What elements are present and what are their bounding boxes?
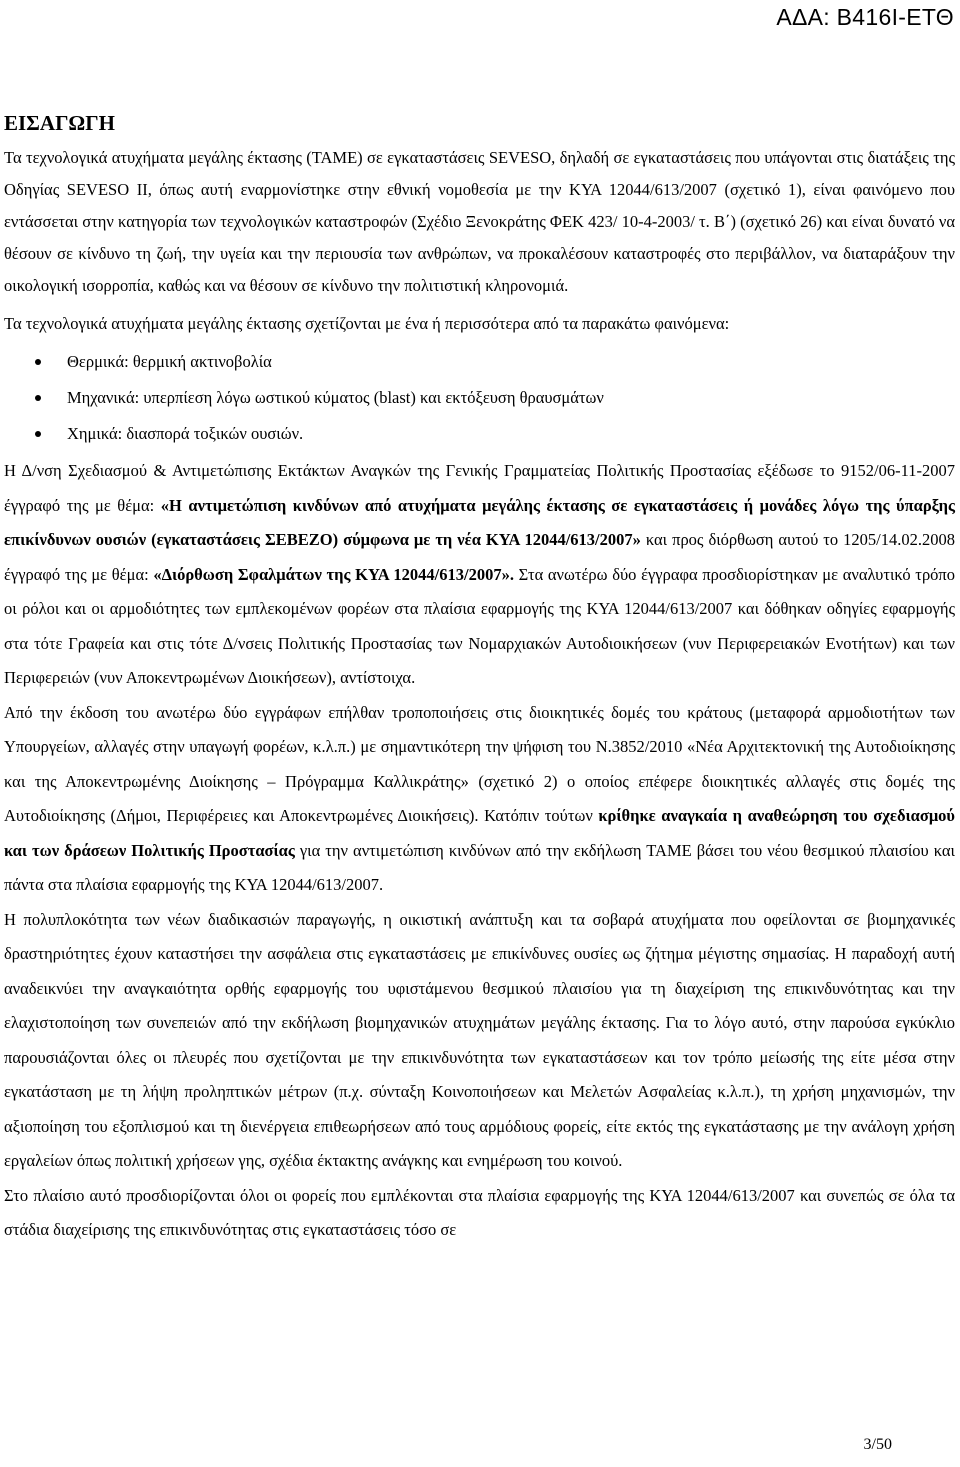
paragraph-kallikratis xyxy=(4,696,955,903)
paragraph-intro: Τα τεχνολογικά ατυχήματα μεγάλης έκτασης (ΤΑΜΕ) σε εγκαταστάσεις SEVESO, δηλαδή σε εγκαταστάσεις που υπάγονται στις διατάξεις της Οδηγίας SEVESO II, όπως αυτή εναρμονίστηκε στην εθνική νομοθεσία με την ΚΥΑ 12044/613/2007 (σχετικό 1), είναι φαινόμενο που εντάσσεται στην κατηγορία των τεχνολογικών καταστροφών (Σχέδιο Ξενοκράτης ΦΕΚ 423/ 10-4-2003/ τ. Β΄) (σχετικό 26) και είναι δυνατό να θέσουν σε κίνδυνο τη ζωή, την υγεία και την περιουσία των ανθρώπων, να προκαλέσουν καταστροφές στο περιβάλλον, να διαταράξουν την οικολογική ισορροπία, καθώς και να θέσουν σε κίνδυνο την πολιτιστική κληρονομιά. xyxy=(4,148,955,295)
bullet-icon xyxy=(35,395,41,401)
bullet-icon xyxy=(35,359,41,365)
p4-text-c: για την αντιμετώπιση κινδύνων από την εκδήλωση ΤΑΜΕ βάσει του νέου θεσμικού πλαισίου και πάντα στα πλαίσια εφαρμογής της ΚΥΑ 12044/613/2007. xyxy=(4,840,955,894)
bullet-icon xyxy=(35,431,41,437)
phenomena-list xyxy=(4,344,955,452)
paragraph-phenomena: Τα τεχνολογικά ατυχήματα μεγάλης έκτασης σχετίζονται με ένα ή περισσότερα από τα παρακάτω φαινόμενα: xyxy=(4,314,730,333)
p3-subject-2: «Διόρθωση Σφαλμάτων της ΚΥΑ 12044/613/2007». xyxy=(153,564,514,584)
list-item xyxy=(4,344,955,380)
document-body xyxy=(4,109,955,1248)
list-item xyxy=(4,380,955,416)
paragraph-stakeholders: Στο πλαίσιο αυτό προσδιορίζονται όλοι οι φορείς που εμπλέκονται στα πλαίσια εφαρμογής της ΚΥΑ 12044/613/2007 και συνεπώς σε όλα τα στάδια διαχείρισης της επικινδυνότητας στις εγκαταστάσεις τόσο σε xyxy=(4,1185,955,1239)
list-item-text: Χημικά: διασπορά τοξικών ουσιών. xyxy=(67,424,304,443)
p3-text-a: Η Δ/νση Σχεδιασμού & Αντιμετώπισης Εκτάκτων Αναγκών της Γενικής Γραμματείας Πολιτικής Προστασίας εξέδωσε το 9152/06-11-2007 έγγραφό της με θέμα: xyxy=(4,461,955,515)
list-item xyxy=(4,416,955,452)
list-item-text: Θερμικά: θερμική ακτινοβολία xyxy=(67,352,272,371)
section-heading: ΕΙΣΑΓΩΓΗ xyxy=(4,111,115,135)
p4-emphasis: κρίθηκε αναγκαία η αναθεώρηση του σχεδιασμού και των δράσεων Πολιτικής Προστασίας xyxy=(4,806,955,860)
paragraph-directorate xyxy=(4,454,955,696)
p3-text-e: Στα ανωτέρω δύο έγγραφα προσδιορίστηκαν με αναλυτικό τρόπο οι ρόλοι και οι αρμοδιότητες των εμπλεκομένων φορέων στα πλαίσια εφαρμογής της ΚΥΑ 12044/613/2007 και δόθηκαν οδηγίες εφαρμογής στα τότε Γραφεία και στις τότε Δ/νσεις Πολιτικής Προστασίας των Νομαρχιακών Αυτοδιοικήσεων (νυν Περιφερειακών Ενοτήτων) και των Περιφερειών (νυν Αποκεντρωμένων Διοικήσεων), αντίστοιχα. xyxy=(4,564,956,687)
page-number: 3/50 xyxy=(863,1436,892,1453)
p3-subject-1: «Η αντιμετώπιση κινδύνων από ατυχήματα μεγάλης έκτασης σε εγκαταστάσεις ή μονάδες λόγω της ύπαρξης επικίνδυνων ουσιών (εγκαταστάσεις ΣΕΒΕΖΟ) σύμφωνα με τη νέα ΚΥΑ 12044/613/2007» xyxy=(4,495,956,549)
paragraph-complexity: Η πολυπλοκότητα των νέων διαδικασιών παραγωγής, η οικιστική ανάπτυξη και τα σοβαρά ατυχήματα που οφείλονται σε βιομηχανικές δραστηριότητες έχουν καταστήσει την ασφάλεια στις εγκαταστάσεις με επικίνδυνες ουσίες ως ζήτημα μέγιστης σημασίας. Η παραδοχή αυτή αναδεικνύει την αναγκαιότητα ορθής εφαρμογής του υφιστάμενου θεσμικού πλαισίου για τη διαχείριση της επικινδυνότητας και την ελαχιστοποίηση των συνεπειών από την εκδήλωση βιομηχανικών ατυχημάτων μεγάλης έκτασης. Για το λόγο αυτό, στην παρούσα εγκύκλιο παρουσιάζονται όλες οι πλευρές που σχετίζονται με την επικινδυνότητα των εγκαταστάσεων και τον τρόπο μείωσής της είτε μέσα στην εγκατάσταση με τη λήψη προληπτικών μέτρων (π.χ. σύνταξη Κοινοποιήσεων και Μελετών Ασφαλείας κ.λ.π.), τη χρήση μηχανισμών, την αξιοποίηση του εξοπλισμού και τη διενέργεια επιθεωρήσεων από τους αρμόδιους φορείς, είτε εκτός της εγκατάστασης με την ανάλογη χρήση εργαλείων όπως πολιτική χρήσεων γης, σχέδια έκτακτης ανάγκης και ενημέρωση του κοινού. xyxy=(4,909,955,1170)
list-item-text: Μηχανικά: υπερπίεση λόγω ωστικού κύματος (blast) και εκτόξευση θραυσμάτων xyxy=(67,388,604,407)
ada-header: ΑΔΑ: Β416Ι-ΕΤΘ xyxy=(776,4,954,30)
p4-text-a: Από την έκδοση του ανωτέρω δύο εγγράφων επήλθαν τροποποιήσεις στις διοικητικές δομές του κράτους (μεταφορά αρμοδιοτήτων των Υπουργείων, αλλαγές στην υπαγωγή φορέων, κ.λ.π.) με σημαντικότερη την ψήφιση του Ν.3852/2010 «Νέα Αρχιτεκτονική της Αυτοδιοίκησης και της Αποκεντρωμένης Διοίκησης – Πρόγραμμα Καλλικράτης» (σχετικό 2) ο οποίος επέφερε διοικητικές αλλαγές στις δομές της Αυτοδιοίκησης (Δήμοι, Περιφέρειες και Αποκεντρωμένες Διοικήσεις). Κατόπιν τούτων xyxy=(4,702,955,825)
p3-text-c: και προς διόρθωση αυτού το 1205/14.02.2008 έγγραφό της με θέμα: xyxy=(4,530,955,584)
